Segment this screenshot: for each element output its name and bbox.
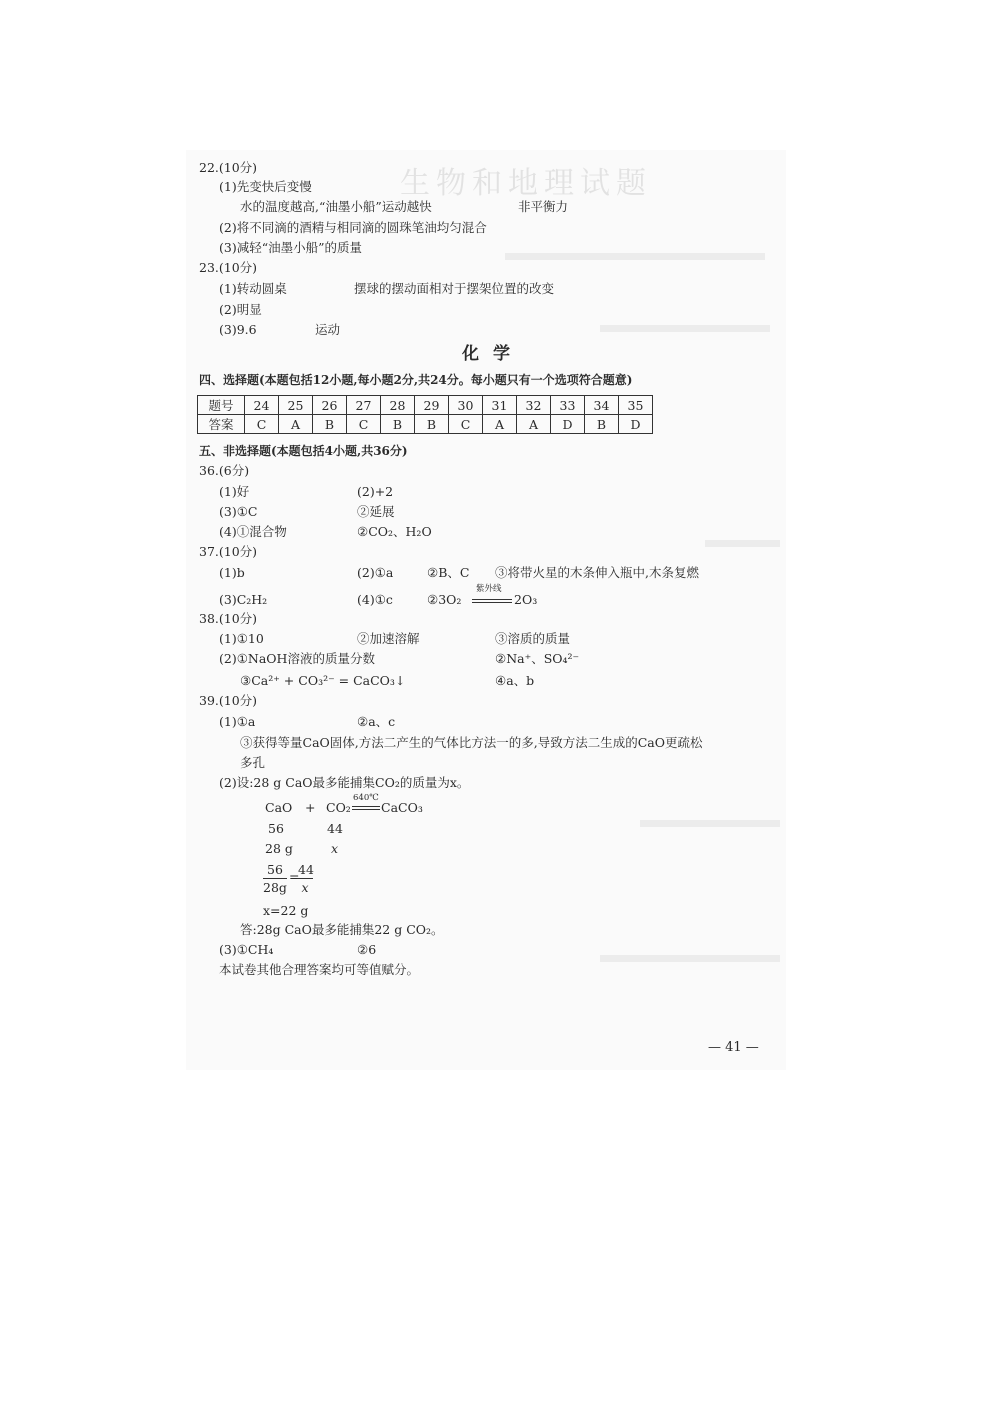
table-cell: D [551, 415, 585, 434]
q23-heading: 23.(10分) [199, 260, 258, 275]
q23-answer-1: (1)转动圆桌 [219, 281, 287, 296]
table-cell: 29 [415, 396, 449, 415]
q37-answer: (3)C₂H₂ [219, 592, 268, 607]
unknown-x: x [331, 841, 339, 856]
fraction-denominator: 28g [263, 880, 287, 895]
q37-answer: ②B、C [427, 565, 470, 580]
molar-mass-cao: 56 [268, 821, 284, 836]
bleed-through-line [505, 253, 765, 260]
q37-equation-left: ②3O₂ [427, 592, 462, 607]
table-row-numbers [198, 396, 653, 415]
q36-answer: (1)好 [219, 484, 250, 499]
q38-answer: ②Na⁺、SO₄²⁻ [495, 651, 580, 666]
equation-equals-bar [352, 806, 380, 810]
q36-answer: (4)①混合物 [219, 524, 287, 539]
bleed-through-line [705, 540, 780, 547]
table-cell: A [483, 415, 517, 434]
equals-sign: = [289, 869, 300, 884]
molar-mass-co2: 44 [327, 821, 343, 836]
table-cell: B [381, 415, 415, 434]
q38-answer: ④a、b [495, 673, 535, 688]
q22-answer-3: (3)减轻“油墨小船”的质量 [219, 240, 362, 255]
equation-equals-bar [472, 599, 512, 603]
q23-answer-3: (3)9.6 [219, 322, 257, 337]
q39-answer: (1)①a [219, 714, 256, 729]
q39-heading: 39.(10分) [199, 693, 258, 708]
page-number: — 41 — [708, 1040, 759, 1055]
table-cell: 34 [585, 396, 619, 415]
given-mass: 28 g [265, 841, 293, 856]
equation-plus: + [305, 800, 316, 815]
q22-heading: 22.(10分) [199, 160, 258, 175]
table-header-number: 题号 [198, 396, 245, 415]
table-cell: D [619, 415, 653, 434]
table-cell: 30 [449, 396, 483, 415]
table-cell: C [245, 415, 279, 434]
q39-answer: ②a、c [357, 714, 396, 729]
q36-heading: 36.(6分) [199, 463, 250, 478]
q37-answer: (4)①c [357, 592, 393, 607]
bleed-through-line [600, 955, 780, 962]
table-cell: 33 [551, 396, 585, 415]
chemistry-heading: 化学 [462, 344, 524, 364]
q39-calc-setup: (2)设:28 g CaO最多能捕集CO₂的质量为x。 [219, 775, 470, 790]
q23-answer-3b: 运动 [315, 322, 341, 337]
q38-heading: 38.(10分) [199, 611, 258, 626]
q38-answer: ②加速溶解 [357, 631, 420, 646]
table-cell: B [415, 415, 449, 434]
q37-heading: 37.(10分) [199, 544, 258, 559]
table-cell: 28 [381, 396, 415, 415]
fraction-denominator: x [301, 880, 309, 895]
table-cell: 35 [619, 396, 653, 415]
table-row-answers [198, 415, 653, 434]
q37-equation-right: 2O₃ [514, 592, 538, 607]
fraction-numerator: 44 [298, 862, 314, 877]
result: x=22 g [263, 903, 309, 918]
table-cell: 27 [347, 396, 381, 415]
q37-answer: (1)b [219, 565, 245, 580]
section-5-title: 五、非选择题(本题包括4小题,共36分) [199, 444, 408, 458]
bleed-through-line [600, 325, 770, 332]
q38-answer: ③溶质的质量 [495, 631, 571, 646]
q38-answer: (2)①NaOH溶液的质量分数 [219, 651, 375, 666]
table-cell: 24 [245, 396, 279, 415]
conclusion: 答:28g CaO最多能捕集22 g CO₂。 [240, 922, 444, 937]
table-cell: 26 [313, 396, 347, 415]
equation-product: CaCO₃ [381, 800, 423, 815]
q22-answer-1-note: 水的温度越高,“油墨小船”运动越快 [240, 199, 432, 214]
section-4-title: 四、选择题(本题包括12小题,每小题2分,共24分。每小题只有一个选项符合题意) [199, 373, 633, 387]
fraction-numerator: 56 [263, 862, 287, 879]
table-cell: A [279, 415, 313, 434]
table-cell: B [585, 415, 619, 434]
equation-condition: 640℃ [353, 793, 379, 803]
answer-table [197, 395, 653, 434]
q36-answer: (3)①C [219, 504, 258, 519]
bleed-through-title: 生物和地理试题 [400, 166, 652, 201]
q36-answer: ②延展 [357, 504, 395, 519]
q37-answer: (2)①a [357, 565, 394, 580]
equation-reactant-cao: CaO [265, 800, 293, 815]
table-cell: C [347, 415, 381, 434]
q22-answer-1: (1)先变快后变慢 [219, 179, 312, 194]
fraction-left [263, 862, 287, 895]
table-cell: A [517, 415, 551, 434]
table-cell: 31 [483, 396, 517, 415]
q39-answer-explanation-cont: 多孔 [240, 755, 266, 770]
table-cell: 32 [517, 396, 551, 415]
q39-answer: (3)①CH₄ [219, 942, 274, 957]
table-header-answer: 答案 [198, 415, 245, 434]
footer-note: 本试卷其他合理答案均可等值赋分。 [219, 962, 420, 977]
q22-answer-2: (2)将不同滴的酒精与相同滴的圆珠笔油均匀混合 [219, 220, 487, 235]
q22-answer-1-force: 非平衡力 [518, 199, 569, 214]
q39-answer-explanation: ③获得等量CaO固体,方法二产生的气体比方法一的多,导致方法二生成的CaO更疏松 [240, 735, 703, 750]
q36-answer: ②CO₂、H₂O [357, 524, 432, 539]
q23-answer-2: (2)明显 [219, 302, 262, 317]
q36-answer: (2)+2 [357, 484, 394, 499]
equation-reactant-co2: CO₂ [326, 800, 351, 815]
q23-answer-1b: 摆球的摆动面相对于摆架位置的改变 [354, 281, 555, 296]
q38-answer: ③Ca²⁺ + CO₃²⁻ = CaCO₃↓ [240, 673, 406, 688]
q37-equation-condition: 紫外线 [476, 584, 502, 594]
table-cell: 25 [279, 396, 313, 415]
q39-answer: ②6 [357, 942, 377, 957]
table-cell: B [313, 415, 347, 434]
table-cell: C [449, 415, 483, 434]
q38-answer: (1)①10 [219, 631, 264, 646]
q37-answer: ③将带火星的木条伸入瓶中,木条复燃 [495, 565, 699, 580]
bleed-through-line [640, 820, 780, 827]
fraction-right [297, 862, 313, 895]
